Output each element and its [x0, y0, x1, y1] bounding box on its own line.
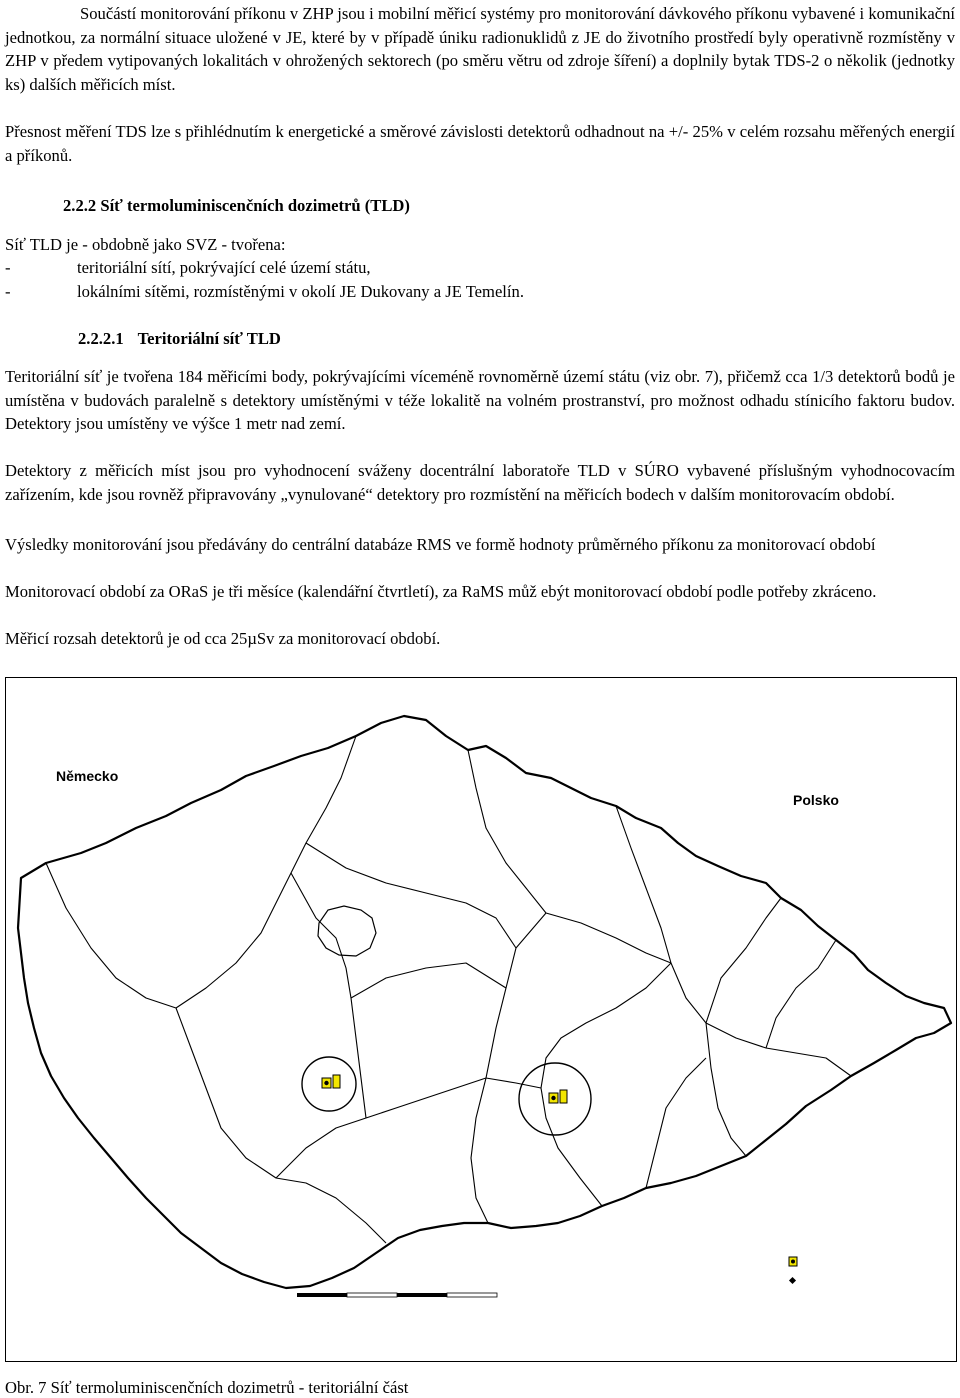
paragraph-tld-composition: Síť TLD je - obdobně jako SVZ - tvořena:	[5, 235, 286, 254]
ete-plant-icon	[322, 1075, 340, 1088]
heading-number: 2.2.2.1	[78, 329, 124, 348]
list-dash: -	[5, 282, 11, 301]
list-item-territorial	[5, 256, 371, 280]
edu-plant-icon	[549, 1090, 567, 1103]
paragraph-measuring-range: Měřicí rozsah detektorů je od cca 25µSv za monitorovací období.	[5, 629, 441, 648]
list-dash: -	[5, 258, 11, 277]
paragraph-accuracy: Přesnost měření TDS lze s přihlédnutím k energetické a směrové závislosti detektorů odhadnout na +/- 25% v celém rozsahu měřených energií a příkonů.	[5, 122, 955, 165]
region-borders	[46, 736, 851, 1243]
list-item-text: lokálními sítěmi, rozmístěnými v okolí JE Dukovany a JE Temelín.	[77, 282, 524, 301]
heading-territorial-tld	[78, 327, 281, 350]
label-poland: Polsko	[793, 792, 839, 808]
legend-tld-icon	[789, 1277, 796, 1284]
figure-caption: Obr. 7 Síť termoluminiscenčních dozimetrů - teritoriální část	[5, 1378, 409, 1397]
map-figure	[5, 677, 957, 1362]
heading-tld-network: 2.2.2 Síť termoluminiscenčních dozimetrů (TLD)	[63, 196, 410, 215]
map-drawing	[6, 678, 957, 1362]
scale-bar	[297, 1293, 497, 1297]
paragraph-collection: Detektory z měřicích míst jsou pro vyhodnocení sváženy docentrální laboratoře TLD v SÚRO vybavené příslušným vyhodnocovacím zařízením, kde jsou rovněž připravovány „vynulované“ detektory pro rozmístění na měřicích bodech v dalším monitorovacím období.	[5, 461, 955, 504]
paragraph-monitoring-period: Monitorovací období za ORaS je tři měsíce (kalendářní čtvrtletí), za RaMS můž ebýt monitorovací období podle potřeby zkráceno.	[5, 582, 877, 601]
paragraph-mobile-systems: Součástí monitorování příkonu v ZHP jsou i mobilní měřicí systémy pro monitorování dávkového příkonu vybavené i komunikační jednotkou, za normální situace uložené v JE, které by v případě úniku radionuklidů z JE do životního prostředí byly operativně rozmístěny v ZHP v předem vytipovaných lokalitách v ohrožených sektorech (po směru větru od zdroje šíření) a doplnily bytak TDS-2 o několik (jednotky ks) dalších měřicích míst.	[5, 4, 955, 94]
prague-boundary	[318, 906, 376, 956]
list-item-text: teritoriální sítí, pokrývající celé území státu,	[77, 258, 371, 277]
list-item-local	[5, 280, 524, 304]
paragraph-territorial-network: Teritoriální síť je tvořena 184 měřicími body, pokrývajícími víceméně rovnoměrně území státu (viz obr. 7), přičemž cca 1/3 detektorů bodů je umístěna v budovách paralelně s detektory umístěnými v téže lokalitě na volném prostranství, pro možnost odhadu stínicího faktoru budov. Detektory jsou umístěny ve výšce 1 metr nad zemí.	[5, 367, 955, 433]
paragraph-results: Výsledky monitorování jsou předávány do centrální databáze RMS ve formě hodnoty průměrného příkonu za monitorovací období	[5, 535, 876, 554]
legend-plant-icon	[789, 1257, 797, 1266]
label-germany: Německo	[56, 768, 119, 784]
heading-text: Teritoriální síť TLD	[137, 329, 281, 348]
